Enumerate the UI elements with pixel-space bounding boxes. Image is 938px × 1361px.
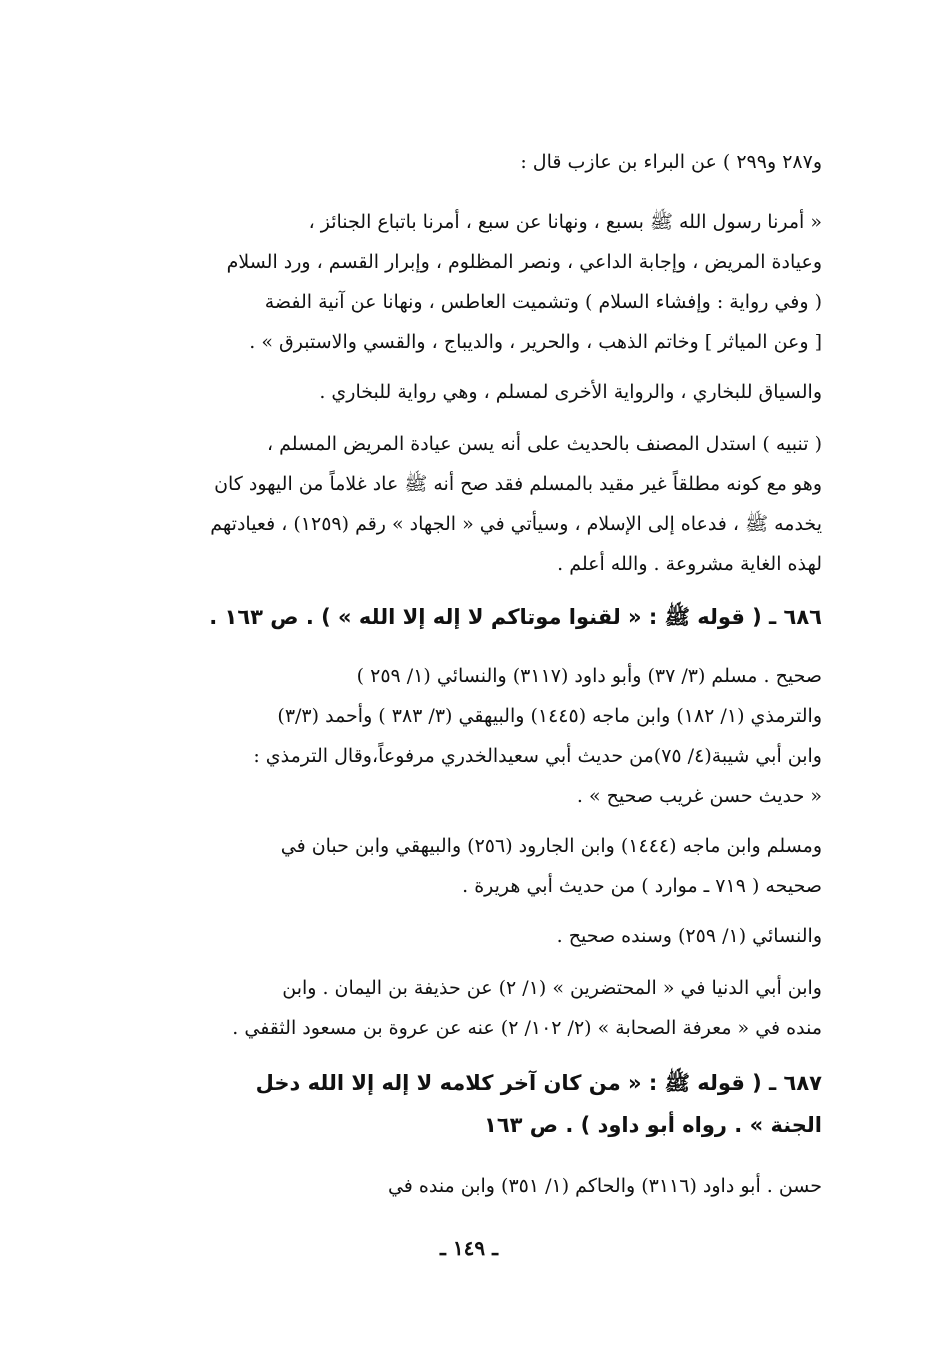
hadith-687-heading (150, 1062, 822, 1146)
text-line: وابن أبي شيبة(٤/ ٧٥)من حديث أبي سعيدالخدري مرفوعاً،وقال الترمذي : (253, 745, 822, 767)
text-line: وهو مع كونه مطلقاً غير مقيد بالمسلم فقد صح أنه ﷺ عاد غلاماً من اليهود كان (214, 473, 822, 495)
text-line: ومسلم وابن ماجه (١٤٤٤) وابن الجارود (٢٥٦) والبيهقي وابن حبان في (280, 835, 822, 857)
source-note (150, 372, 822, 412)
text-line: وعيادة المريض ، وإجابة الداعي ، ونصر المظلوم ، وإبرار القسم ، ورد السلام (226, 251, 822, 273)
text-line: [ وعن المياثر ] وخاتم الذهب ، والحرير ، والديباج ، والقسي والاستبرق » . (249, 331, 822, 353)
hadith-quote-block (150, 202, 822, 362)
text-line: حسن . أبو داود (٣١١٦) والحاكم (١/ ٣٥١) وابن منده في (387, 1175, 822, 1197)
section-heading: ٦٨٧ ـ ( قوله ﷺ : « من كان آخر كلامه لا إله إلا الله دخل (255, 1071, 822, 1095)
text-line: والسياق للبخاري ، والرواية الأخرى لمسلم ، وهي رواية للبخاري . (319, 381, 822, 403)
note-paragraph (150, 424, 822, 584)
text-line: وابن أبي الدنيا في « المحتضرين » (١/ ٢) عن حذيفة بن اليمان . وابن (282, 977, 822, 999)
text-line: صحيحه ( ٧١٩ ـ موارد ) من حديث أبي هريرة . (462, 875, 822, 897)
text-line: ( تنبيه ) استدل المصنف بالحديث على أنه يسن عيادة المريض المسلم ، (266, 433, 822, 455)
text-line: ( وفي رواية : وإفشاء السلام ) وتشميت العاطس ، ونهانا عن آنية الفضة (264, 291, 822, 313)
text-line: والترمذي (١/ ١٨٢) وابن ماجه (١٤٤٥) والبيهقي (٣/ ٣٨٣ ) وأحمد (٣/٣) (277, 705, 822, 727)
section-heading: الجنة » . رواه أبو داود ) . ص ١٦٣ (484, 1113, 822, 1137)
hadith-686-heading (150, 596, 822, 638)
text-line: صحيح . مسلم (٣/ ٣٧) وأبو داود (٣١١٧) والنسائي (١/ ٢٥٩ ) (356, 665, 822, 687)
text-line: يخدمه ﷺ ، فدعاه إلى الإسلام ، وسيأتي في « الجهاد » رقم (١٢٥٩) ، فعيادتهم (210, 513, 822, 535)
hadith-687-takhrij (150, 1166, 822, 1206)
text-line: و٢٨٧ و٢٩٩ ) عن البراء بن عازب قال : (520, 151, 822, 173)
text-line: والنسائي (١/ ٢٥٩) وسنده صحيح . (556, 925, 822, 947)
section-heading: ٦٨٦ ـ ( قوله ﷺ : « لقنوا موتاكم لا إله إلا الله » ) . ص ١٦٣ . (209, 605, 822, 629)
hadith-686-takhrij-2 (150, 826, 822, 906)
text-line: لهذه الغاية مشروعة . والله أعلم . (557, 553, 822, 575)
text-line: « أمرنا رسول الله ﷺ بسبع ، ونهانا عن سبع ، أمرنا باتباع الجنائز ، (308, 211, 822, 233)
page-number: ـ ١٤٩ ـ (440, 1236, 498, 1260)
text-line: « حديث حسن غريب صحيح » . (576, 785, 822, 807)
hadith-686-takhrij-4 (150, 968, 822, 1048)
hadith-686-takhrij (150, 656, 822, 816)
hadith-686-takhrij-3 (150, 916, 822, 956)
hadith-section-top (150, 142, 822, 182)
text-line: منده في « معرفة الصحابة » (٢/ ١٠٢/ ٢) عنه عن عروة بن مسعود الثقفي . (232, 1017, 822, 1039)
